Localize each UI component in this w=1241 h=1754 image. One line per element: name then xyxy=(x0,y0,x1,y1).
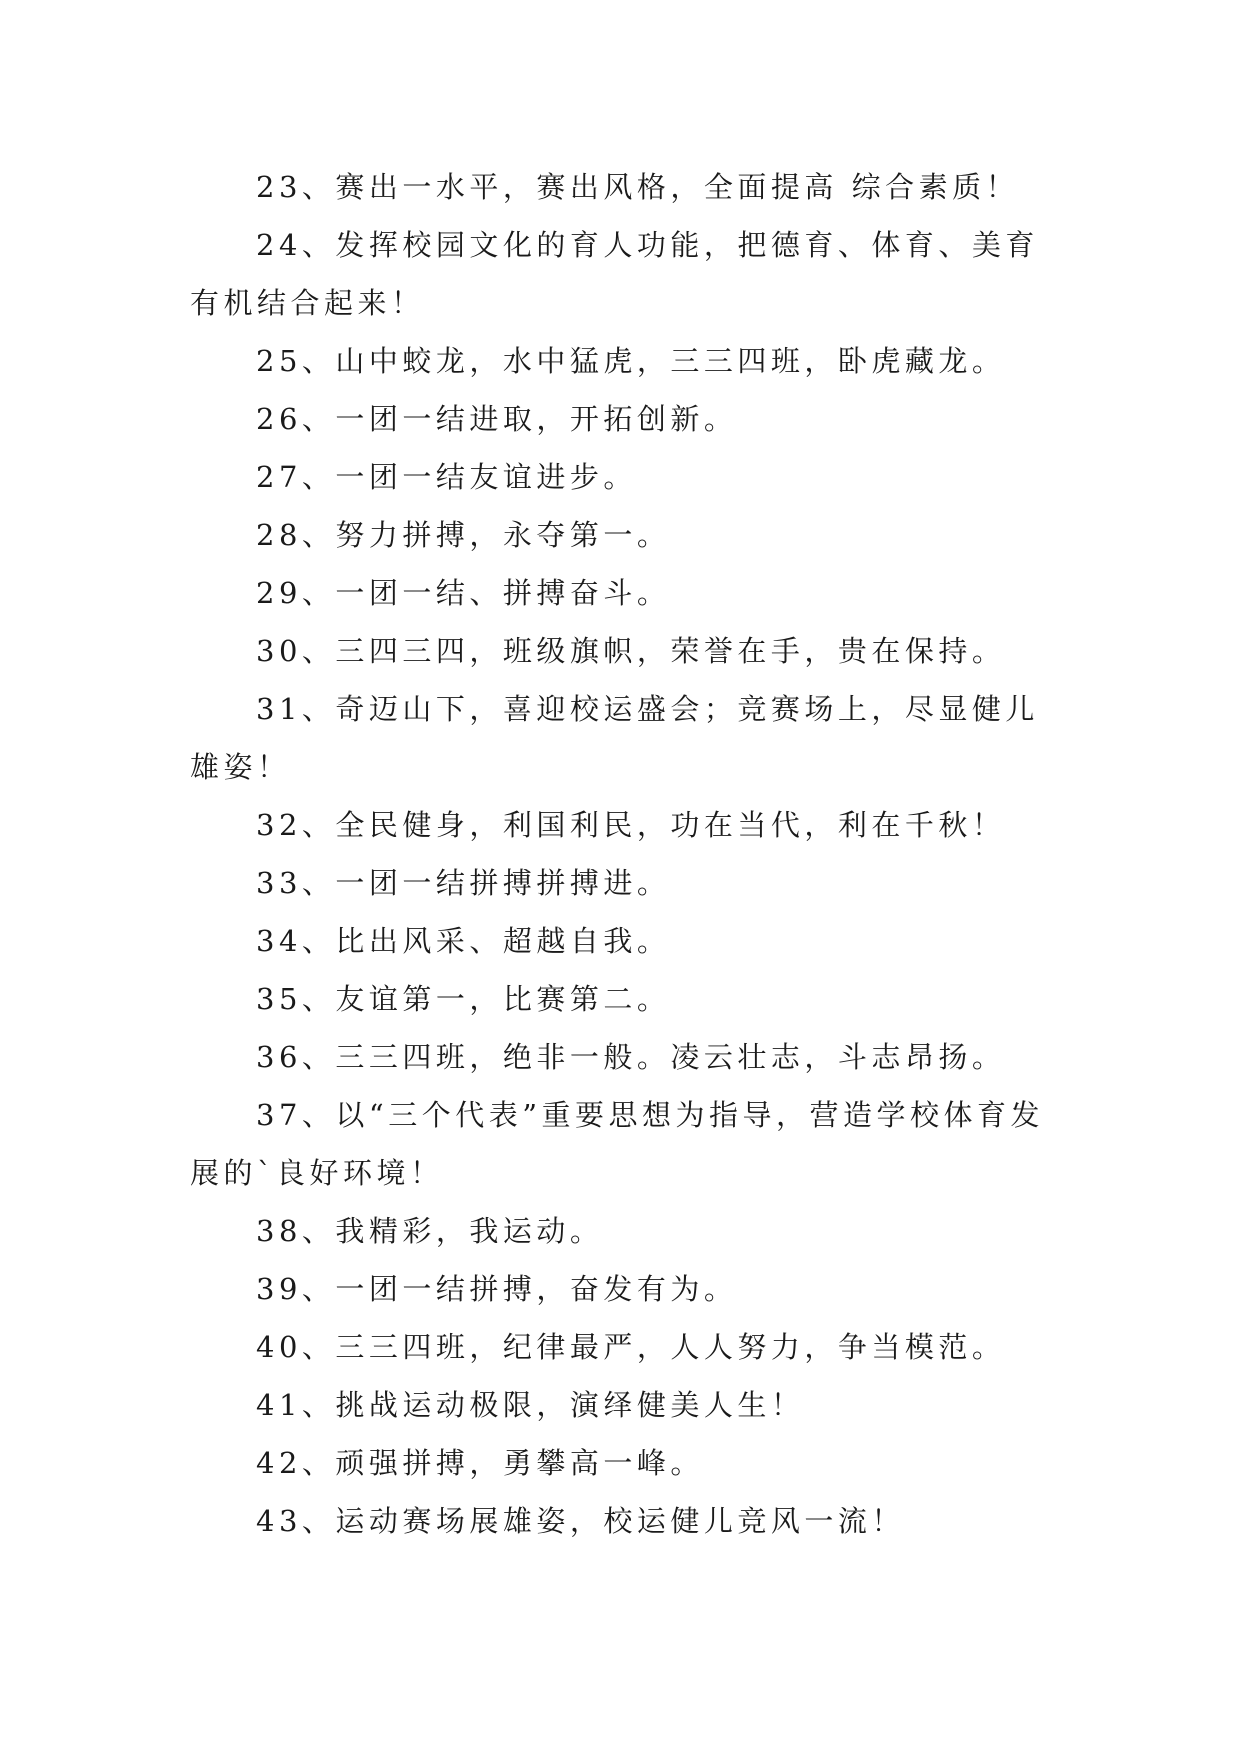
slogan-43: 43、运动赛场展雄姿，校运健儿竞风一流！ xyxy=(256,1504,905,1538)
slogan-36: 36、三三四班，绝非一般。凌云壮志，斗志昂扬。 xyxy=(256,1040,1006,1074)
slogan-35: 35、友谊第一，比赛第二。 xyxy=(256,982,671,1016)
slogan-34: 34、比出风采、超越自我。 xyxy=(256,924,671,958)
slogan-23: 23、赛出一水平，赛出风格，全面提高 综合素质！ xyxy=(256,170,1020,204)
slogan-40: 40、三三四班，纪律最严，人人努力，争当模范。 xyxy=(256,1330,1006,1364)
slogan-26: 26、一团一结进取，开拓创新。 xyxy=(256,402,738,436)
slogan-41: 41、挑战运动极限，演绎健美人生！ xyxy=(256,1388,805,1422)
slogan-27: 27、一团一结友谊进步。 xyxy=(256,460,637,494)
slogan-37: 37、以“三个代表”重要思想为指导，营造学校体育发展的`良好环境！ xyxy=(190,1098,1045,1190)
slogan-28: 28、努力拼搏，永夺第一。 xyxy=(256,518,671,552)
slogan-38: 38、我精彩，我运动。 xyxy=(256,1214,604,1248)
slogan-31: 31、奇迈山下，喜迎校运盛会；竞赛场上，尽显健儿雄姿！ xyxy=(190,692,1039,784)
document-body xyxy=(190,158,1050,1550)
slogan-30: 30、三四三四，班级旗帜，荣誉在手，贵在保持。 xyxy=(256,634,1006,668)
slogan-25: 25、山中蛟龙，水中猛虎，三三四班，卧虎藏龙。 xyxy=(256,344,1006,378)
slogan-42: 42、顽强拼搏，勇攀高一峰。 xyxy=(256,1446,704,1480)
slogan-33: 33、一团一结拼搏拼搏进。 xyxy=(256,866,671,900)
slogan-32: 32、全民健身，利国利民，功在当代，利在千秋！ xyxy=(256,808,1006,842)
slogan-39: 39、一团一结拼搏，奋发有为。 xyxy=(256,1272,738,1306)
slogan-29: 29、一团一结、拼搏奋斗。 xyxy=(256,576,671,610)
slogan-24: 24、发挥校园文化的育人功能，把德育、体育、美育有机结合起来！ xyxy=(190,228,1039,320)
